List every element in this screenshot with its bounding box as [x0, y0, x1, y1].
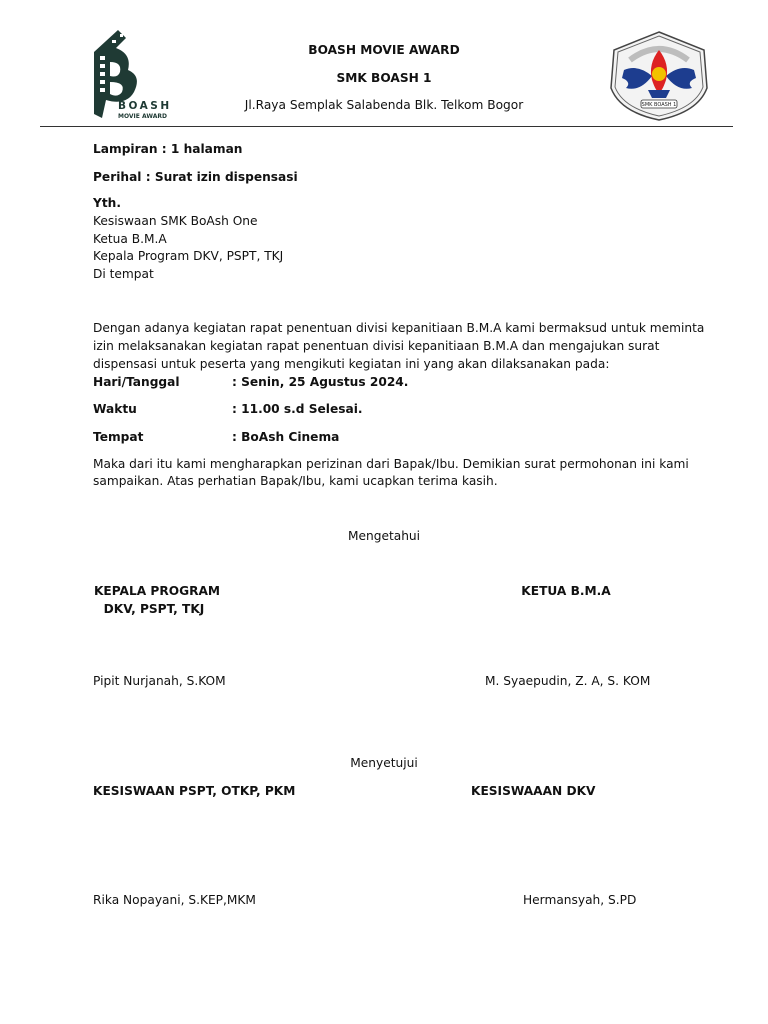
right2-signer-name: Hermansyah, S.PD [523, 893, 637, 907]
right-signer-title: KETUA B.M.A [521, 584, 611, 598]
closing-line: Maka dari itu kami mengharapkan perizinan dari Bapak/Ibu. Demikian surat permohonan ini kami [93, 457, 689, 471]
left2-signer-title: KESISWAAN PSPT, OTKP, PKM [93, 784, 296, 798]
body-line: dispensasi untuk peserta yang mengikuti kegiatan ini yang akan dilaksanakan pada: [93, 357, 610, 371]
menyetujui-label: Menyetujui [350, 756, 418, 770]
left-signer-title-1: KEPALA PROGRAM [93, 584, 221, 598]
header-address: Jl.Raya Semplak Salabenda Blk. Telkom Bogor [244, 98, 524, 112]
left-signer-title-2: DKV, PSPT, TKJ [103, 602, 205, 616]
detail-label-waktu: Waktu [93, 402, 137, 416]
school-crest-logo [608, 30, 710, 122]
recipient-line: Kepala Program DKV, PSPT, TKJ [93, 249, 284, 263]
yth: Yth. [93, 196, 121, 210]
mengetahui-label: Mengetahui [347, 529, 421, 543]
logo-right-text: SMK BOASH 1 [641, 102, 677, 108]
boash-movie-award-logo [76, 26, 176, 122]
detail-label-hari: Hari/Tanggal [93, 375, 180, 389]
logo-left-subtext: MOVIE AWARD [118, 113, 167, 120]
header-line2: SMK BOASH 1 [336, 71, 432, 85]
closing-line: sampaikan. Atas perhatian Bapak/Ibu, kami ucapkan terima kasih. [93, 474, 498, 488]
detail-value-hari: : Senin, 25 Agustus 2024. [232, 375, 409, 389]
left-signer-name: Pipit Nurjanah, S.KOM [93, 674, 226, 688]
detail-value-waktu: : 11.00 s.d Selesai. [232, 402, 363, 416]
body-line: Dengan adanya kegiatan rapat penentuan divisi kepanitiaan B.M.A kami bermaksud untuk meminta [93, 321, 705, 335]
right-signer-name: M. Syaepudin, Z. A, S. KOM [485, 674, 651, 688]
lampiran: Lampiran : 1 halaman [93, 142, 243, 156]
header-line1: BOASH MOVIE AWARD [308, 43, 460, 57]
recipient-line: Kesiswaan SMK BoAsh One [93, 214, 258, 228]
detail-label-tempat: Tempat [93, 430, 144, 444]
header-divider [40, 126, 733, 127]
right2-signer-title: KESISWAAAN DKV [471, 784, 596, 798]
logo-left-text: BOASH [118, 100, 172, 112]
left2-signer-name: Rika Nopayani, S.KEP,MKM [93, 893, 256, 907]
recipient-line: Di tempat [93, 267, 154, 281]
body-line: izin melaksanakan kegiatan rapat penentuan divisi kepanitiaan B.M.A dan mengajukan surat [93, 339, 660, 353]
perihal: Perihal : Surat izin dispensasi [93, 170, 298, 184]
detail-value-tempat: : BoAsh Cinema [232, 430, 340, 444]
recipient-line: Ketua B.M.A [93, 232, 167, 246]
